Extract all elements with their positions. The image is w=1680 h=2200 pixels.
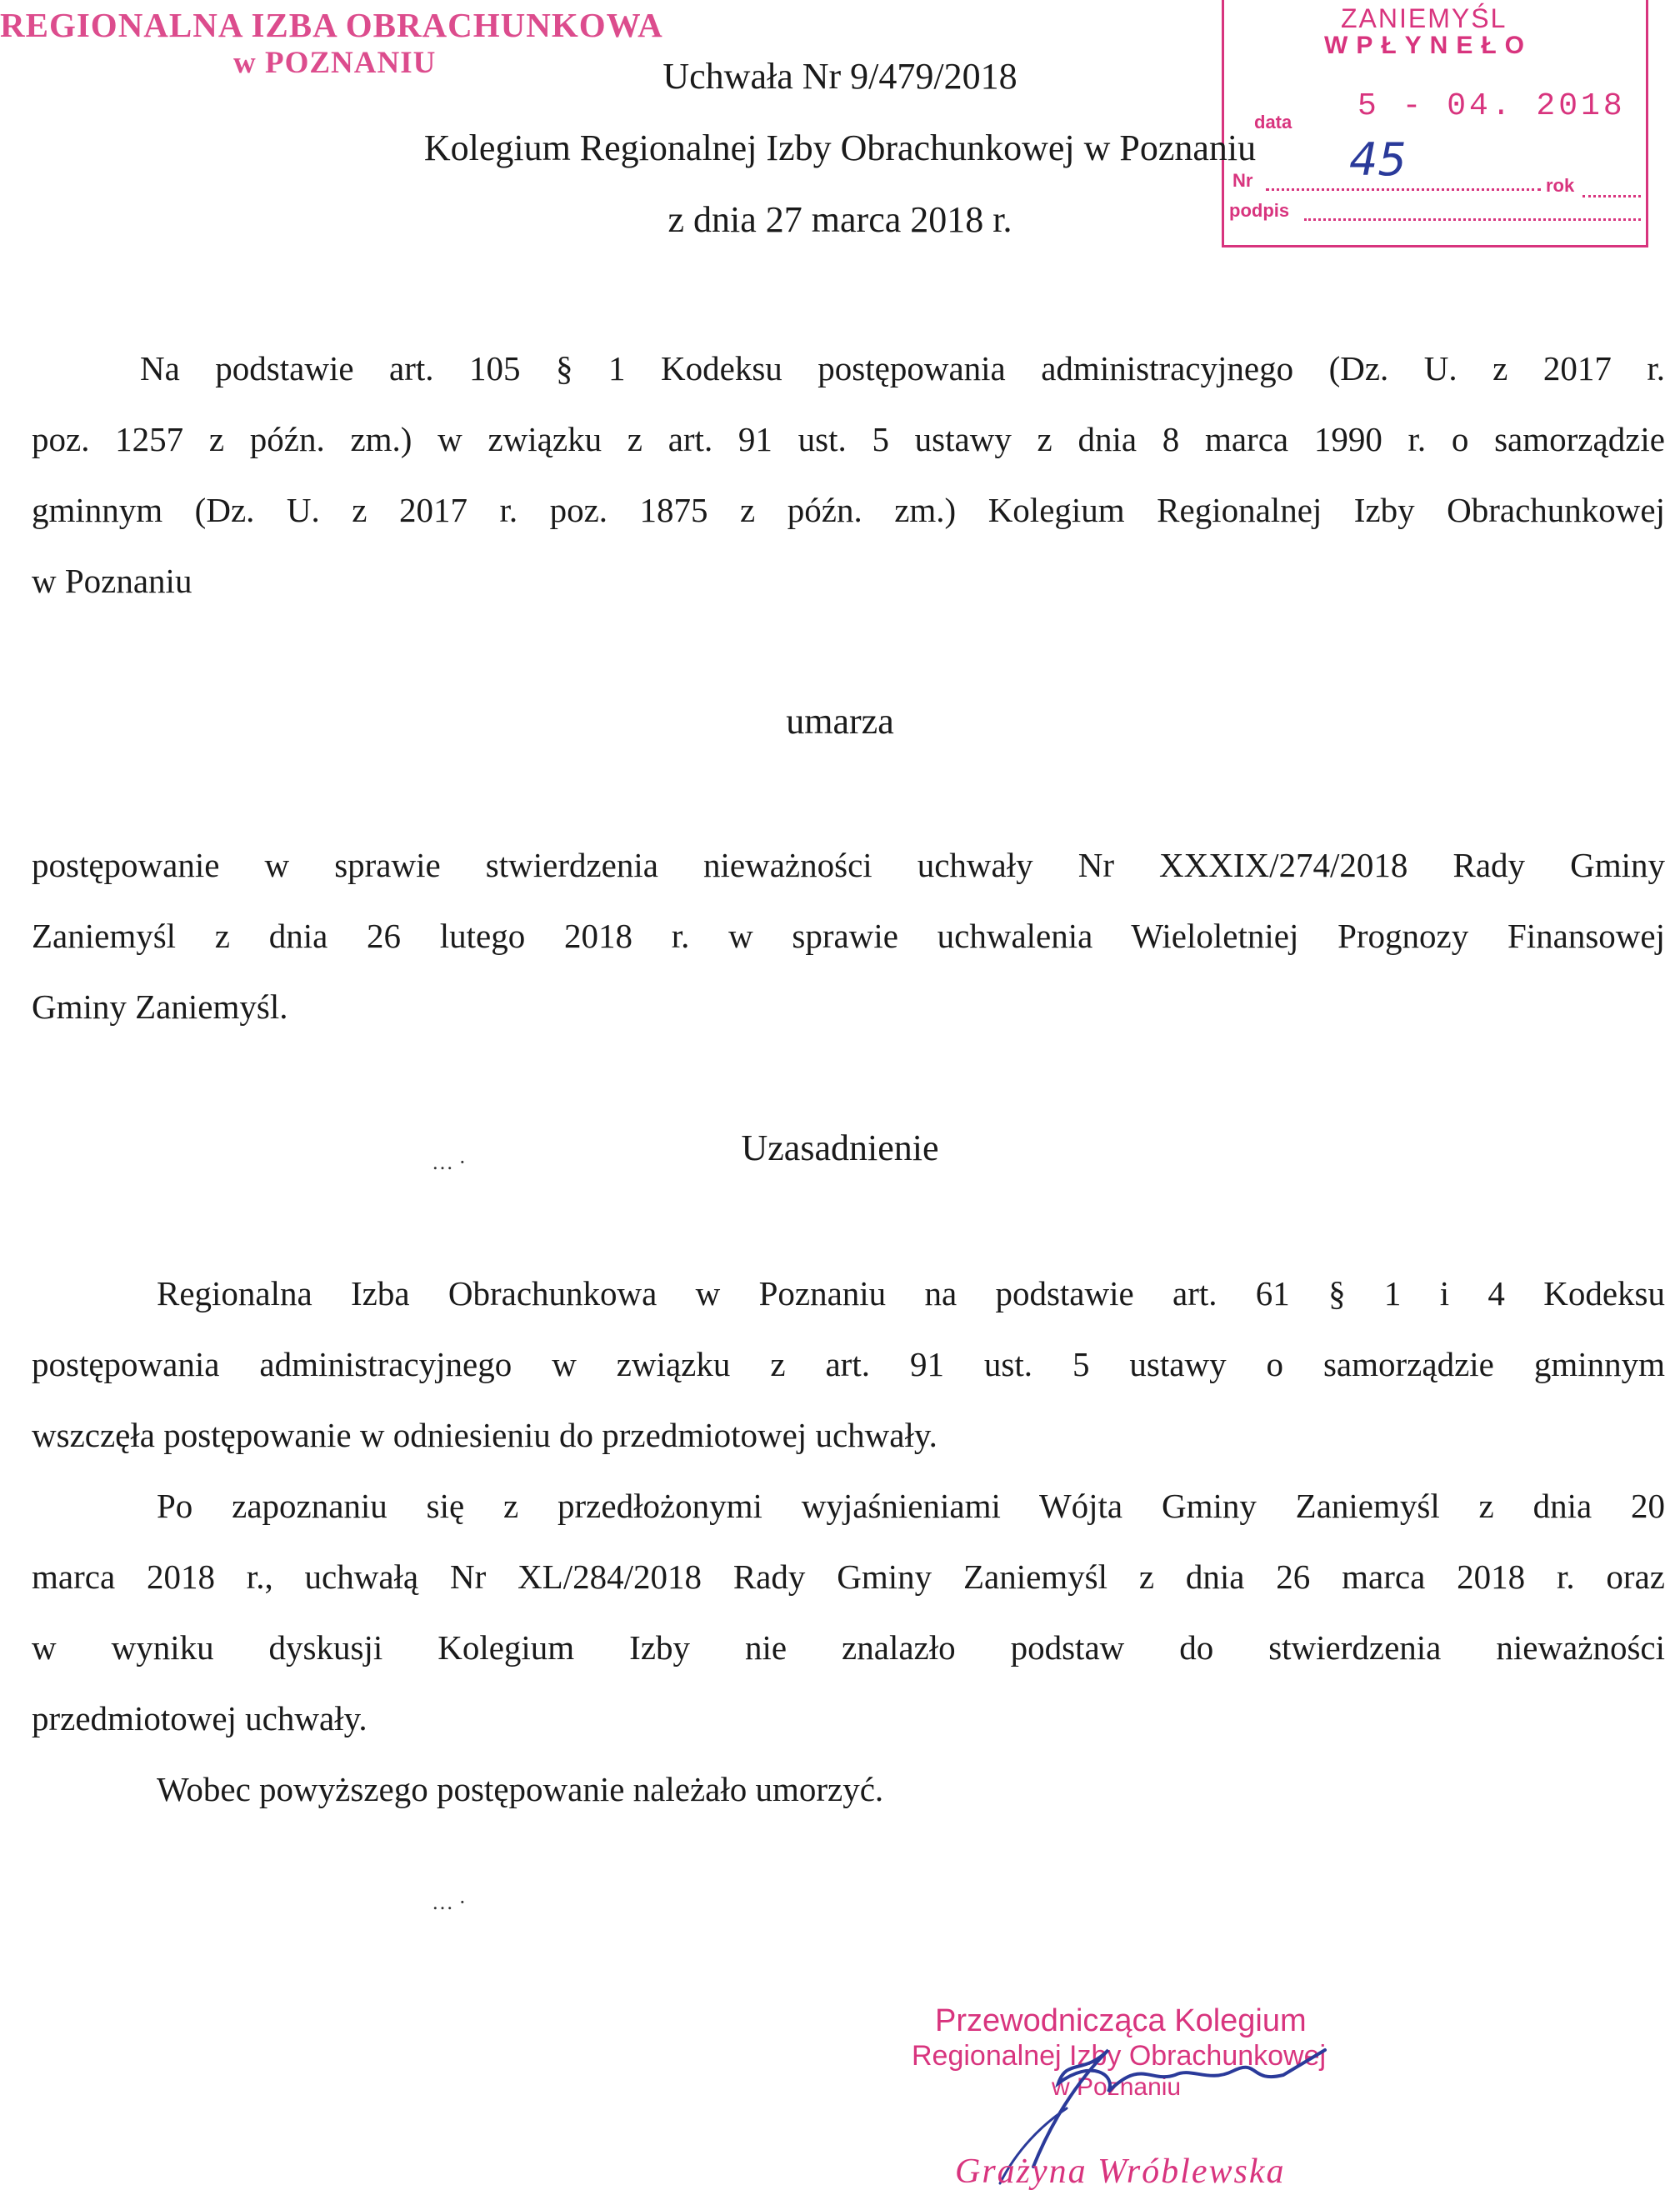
justification-1-line-1: Regionalna Izba Obrachunkowa w Poznaniu na podstawie art. 61 § 1 i 4 Kodeksu: [157, 1274, 1665, 1312]
preamble-line-3: gminnym (Dz. U. z 2017 r. poz. 1875 z późn. zm.) Kolegium Regionalnej Izby Obrachunkowej: [32, 491, 1665, 529]
issuing-body: Kolegium Regionalnej Izby Obrachunkowej w Poznaniu: [423, 128, 1257, 168]
signature-org: Regionalnej Izby Obrachunkowej: [912, 2040, 1327, 2072]
justification-paragraph-2: [32, 1471, 1665, 1754]
stamp-date: 5 - 04. 2018: [1358, 88, 1626, 124]
stamp-town: ZANIEMYŚL: [1341, 3, 1508, 33]
justification-paragraph-3: [32, 1754, 1665, 1825]
resolution-date: z dnia 27 marca 2018 r.: [668, 199, 1012, 240]
stamp-nr-label: Nr: [1232, 170, 1253, 191]
signature-name: Grażyna Wróblewska: [955, 2152, 1286, 2191]
stamp-handwritten-number: 45: [1349, 133, 1407, 186]
justification-paragraph-1: [32, 1258, 1665, 1471]
justification-3-line-1: Wobec powyższego postępowanie należało umorzyć.: [157, 1770, 884, 1808]
justification-2-line-4: przedmiotowej uchwały.: [32, 1699, 368, 1738]
preamble-paragraph: [32, 333, 1665, 617]
decision-line-3: Gminy Zaniemyśl.: [32, 988, 288, 1026]
justification-2-line-1: Po zapoznaniu się z przedłożonymi wyjaśnieniami Wójta Gminy Zaniemyśl z dnia 20: [157, 1487, 1665, 1525]
stamp-rok-label: rok: [1546, 175, 1575, 196]
letterhead-line2: w POZNANIU: [233, 46, 437, 80]
signature-title: Przewodnicząca Kolegium: [935, 2003, 1307, 2038]
scan-mark-2: … ·: [432, 1890, 467, 1914]
stamp-nr-line: [1266, 188, 1541, 191]
decision-line-1: postępowanie w sprawie stwierdzenia nieważności uchwały Nr XXXIX/274/2018 Rady Gminy: [32, 846, 1665, 884]
justification-1-line-3: wszczęła postępowanie w odniesieniu do przedmiotowej uchwały.: [32, 1416, 938, 1454]
scan-mark: … ·: [432, 1150, 467, 1174]
stamp-rok-line: [1582, 195, 1641, 198]
decision-word: umarza: [786, 701, 894, 742]
justification-2-line-2: marca 2018 r., uchwałą Nr XL/284/2018 Rady Gminy Zaniemyśl z dnia 26 marca 2018 r. oraz: [32, 1558, 1665, 1596]
justification-heading: Uzasadnienie: [741, 1128, 939, 1168]
stamp-date-label: data: [1254, 112, 1292, 132]
resolution-number: Uchwała Nr 9/479/2018: [662, 56, 1018, 97]
justification-2-line-3: w wyniku dyskusji Kolegium Izby nie znalazło podstaw do stwierdzenia nieważności: [32, 1628, 1665, 1667]
decision-paragraph: [32, 830, 1665, 1042]
decision-line-2: Zaniemyśl z dnia 26 lutego 2018 r. w sprawie uchwalenia Wieloletniej Prognozy Finansowej: [32, 917, 1665, 955]
stamp-received: WPŁYNEŁO: [1324, 32, 1532, 59]
letterhead-line1: REGIONALNA IZBA OBRACHUNKOWA: [0, 6, 663, 44]
preamble-line-1: Na podstawie art. 105 § 1 Kodeksu postępowania administracyjnego (Dz. U. z 2017 r.: [140, 349, 1665, 388]
preamble-line-4: w Poznaniu: [32, 562, 192, 600]
preamble-line-2: poz. 1257 z późn. zm.) w związku z art. 91 ust. 5 ustawy z dnia 8 marca 1990 r. o samorządzie: [32, 420, 1665, 458]
signature-city: w Poznaniu: [1052, 2073, 1182, 2101]
stamp-podpis-label: podpis: [1229, 200, 1290, 221]
justification-1-line-2: postępowania administracyjnego w związku z art. 91 ust. 5 ustawy o samorządzie gminnym: [32, 1345, 1665, 1383]
